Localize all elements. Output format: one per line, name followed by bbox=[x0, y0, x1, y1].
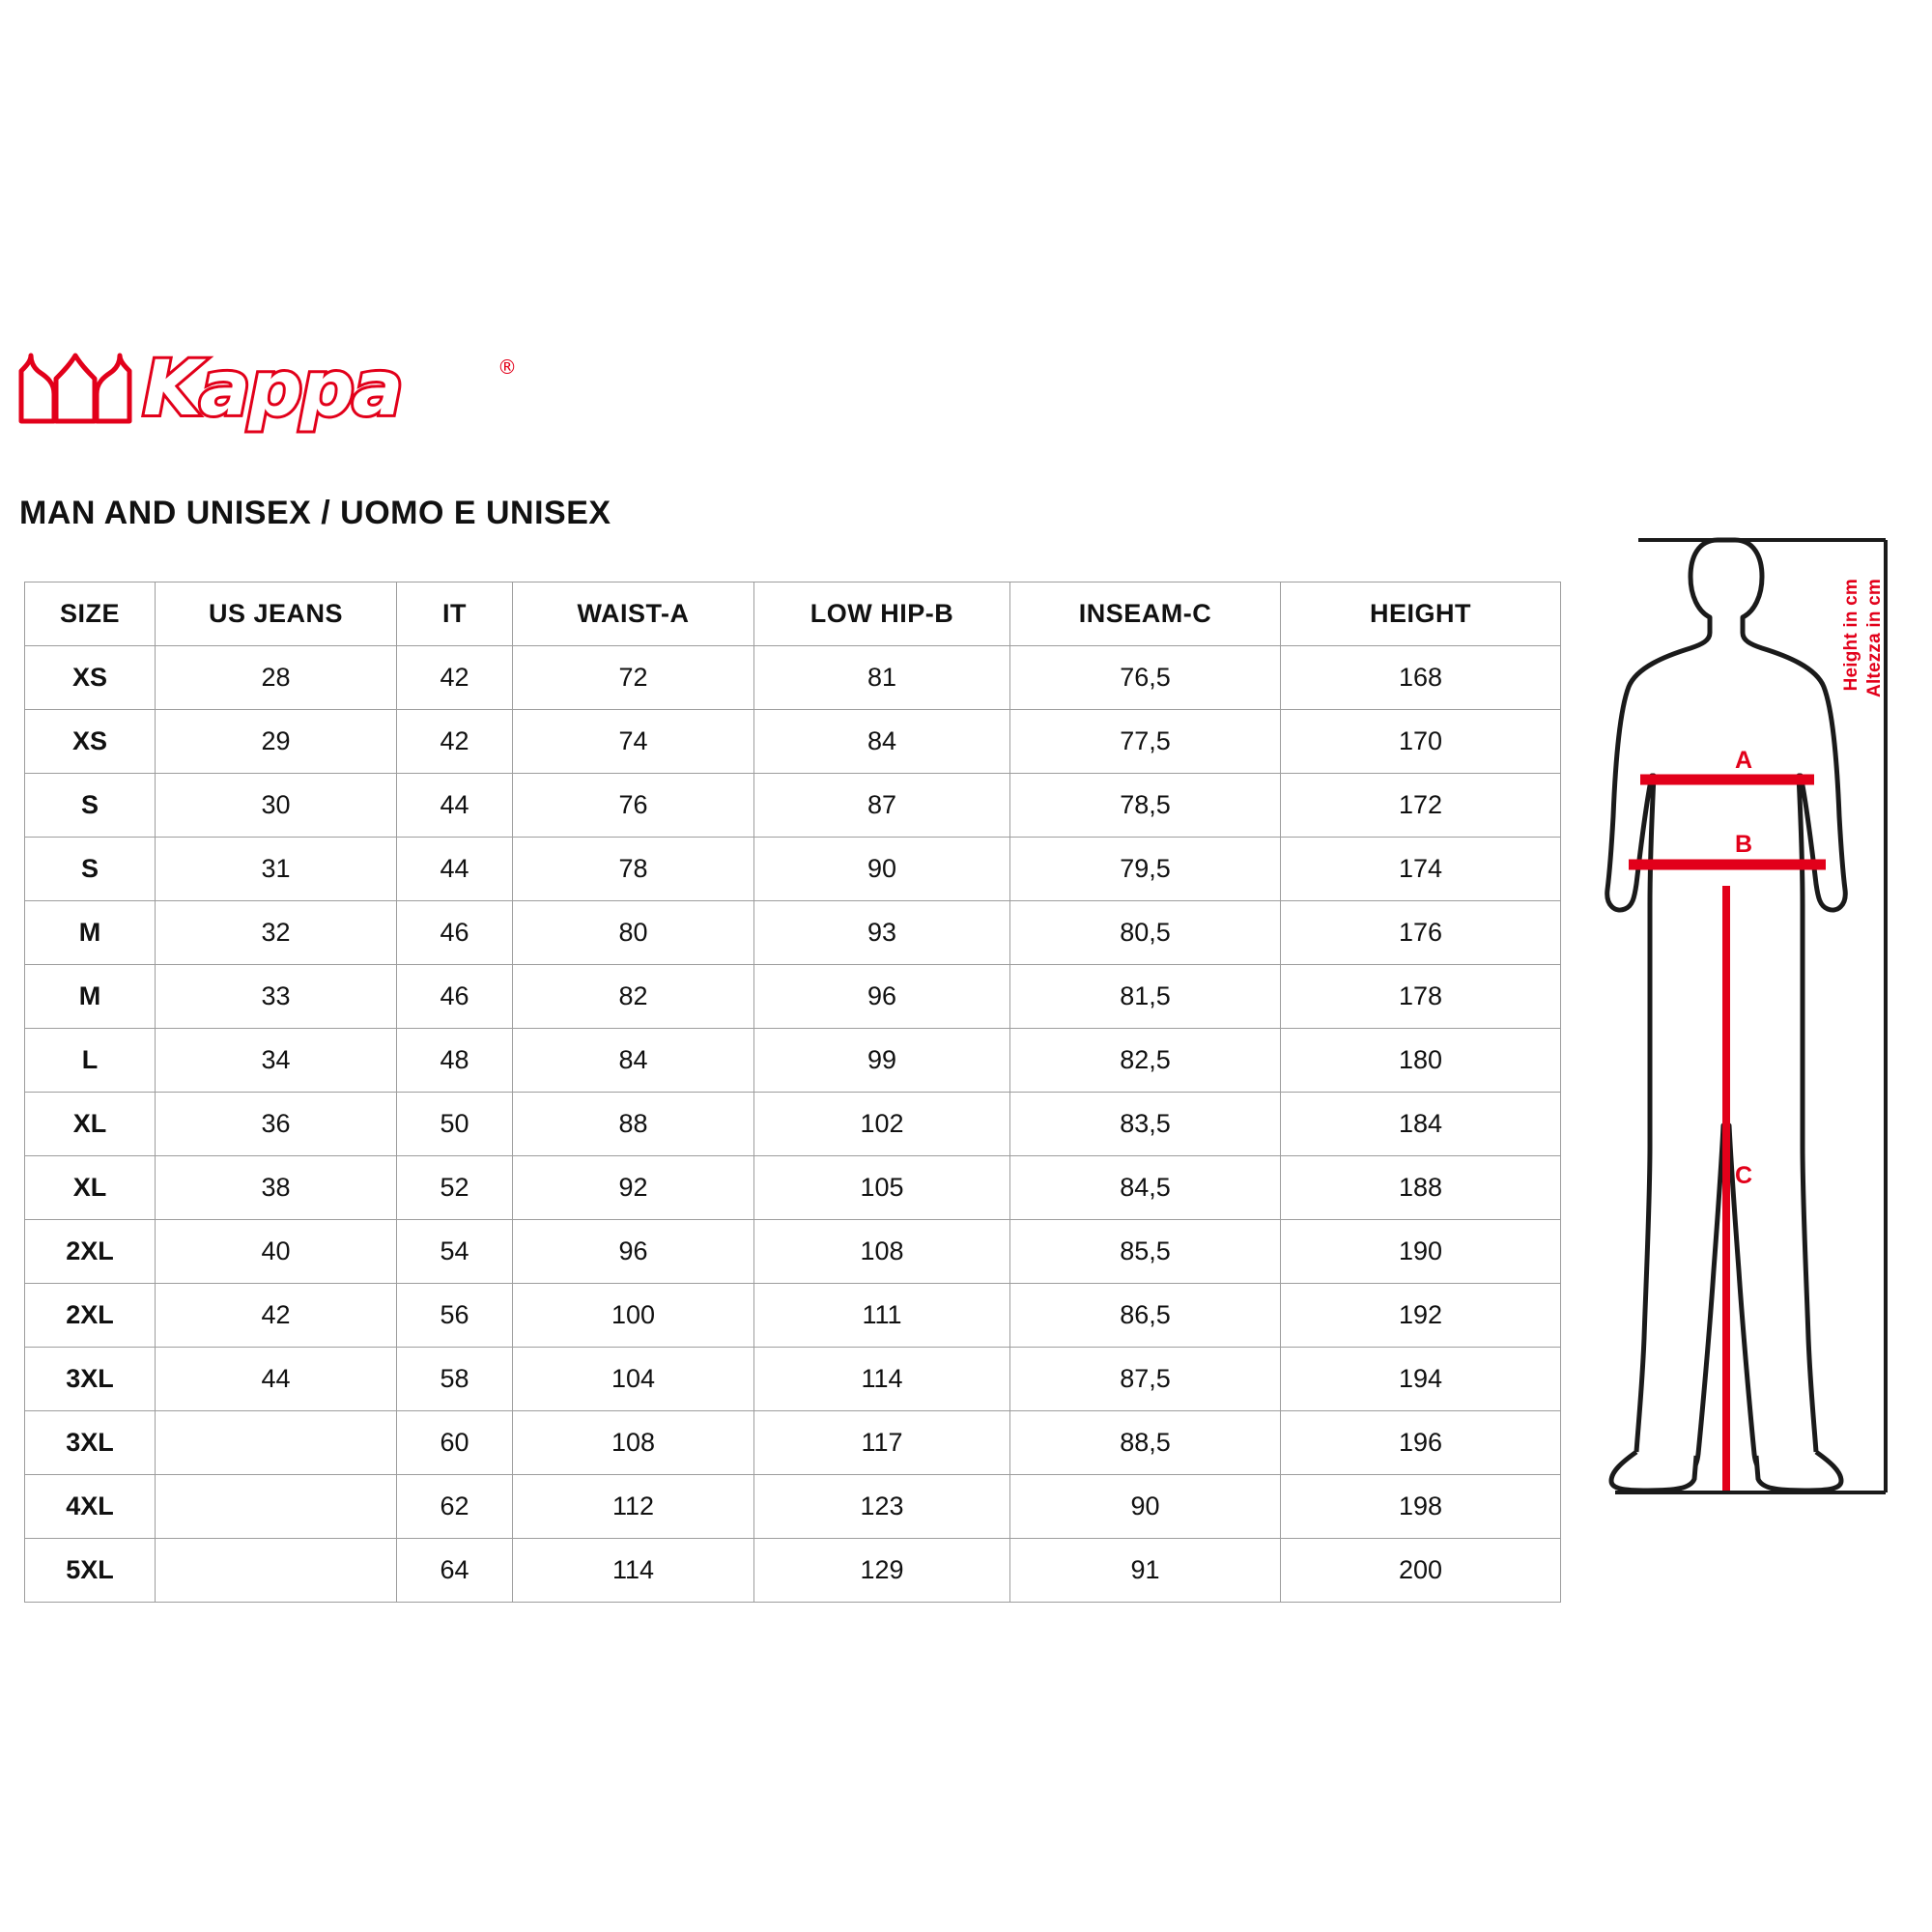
cell-it: 42 bbox=[397, 646, 513, 710]
cell-low-hip: 90 bbox=[754, 838, 1010, 901]
table-row bbox=[25, 1156, 1561, 1220]
cell-waist: 96 bbox=[513, 1220, 754, 1284]
cell-us-jeans: 36 bbox=[156, 1093, 397, 1156]
cell-inseam: 78,5 bbox=[1010, 774, 1281, 838]
marker-low-hip-b: B bbox=[1735, 831, 1753, 858]
cell-low-hip: 117 bbox=[754, 1411, 1010, 1475]
cell-us-jeans: 44 bbox=[156, 1348, 397, 1411]
cell-waist: 100 bbox=[513, 1284, 754, 1348]
cell-low-hip: 81 bbox=[754, 646, 1010, 710]
cell-it: 44 bbox=[397, 838, 513, 901]
cell-low-hip: 102 bbox=[754, 1093, 1010, 1156]
cell-us-jeans: 34 bbox=[156, 1029, 397, 1093]
cell-us-jeans: 32 bbox=[156, 901, 397, 965]
cell-low-hip: 99 bbox=[754, 1029, 1010, 1093]
cell-it: 58 bbox=[397, 1348, 513, 1411]
cell-height: 190 bbox=[1281, 1220, 1561, 1284]
cell-it: 64 bbox=[397, 1539, 513, 1603]
cell-us-jeans: 38 bbox=[156, 1156, 397, 1220]
cell-it: 60 bbox=[397, 1411, 513, 1475]
table-row bbox=[25, 838, 1561, 901]
cell-inseam: 79,5 bbox=[1010, 838, 1281, 901]
column-header-inseam-c: INSEAM-C bbox=[1010, 582, 1281, 646]
cell-it: 46 bbox=[397, 965, 513, 1029]
table-row bbox=[25, 1093, 1561, 1156]
cell-low-hip: 96 bbox=[754, 965, 1010, 1029]
cell-waist: 74 bbox=[513, 710, 754, 774]
size-table bbox=[24, 582, 1561, 1603]
column-header-it: IT bbox=[397, 582, 513, 646]
cell-waist: 114 bbox=[513, 1539, 754, 1603]
cell-inseam: 83,5 bbox=[1010, 1093, 1281, 1156]
height-axis-label bbox=[1839, 579, 1897, 791]
cell-us-jeans bbox=[156, 1411, 397, 1475]
cell-size: S bbox=[25, 774, 156, 838]
table-row bbox=[25, 1220, 1561, 1284]
cell-size: 4XL bbox=[25, 1475, 156, 1539]
cell-inseam: 81,5 bbox=[1010, 965, 1281, 1029]
cell-waist: 104 bbox=[513, 1348, 754, 1411]
cell-inseam: 80,5 bbox=[1010, 901, 1281, 965]
cell-us-jeans: 33 bbox=[156, 965, 397, 1029]
cell-low-hip: 123 bbox=[754, 1475, 1010, 1539]
table-row bbox=[25, 901, 1561, 965]
cell-us-jeans: 30 bbox=[156, 774, 397, 838]
cell-it: 54 bbox=[397, 1220, 513, 1284]
brand-wordmark: Kappa bbox=[143, 346, 402, 433]
cell-inseam: 82,5 bbox=[1010, 1029, 1281, 1093]
kappa-omini-icon bbox=[17, 350, 133, 427]
kappa-logo bbox=[17, 346, 539, 437]
column-header-height: HEIGHT bbox=[1281, 582, 1561, 646]
cell-inseam: 91 bbox=[1010, 1539, 1281, 1603]
table-header-row bbox=[25, 582, 1561, 646]
marker-inseam-c: C bbox=[1735, 1162, 1753, 1189]
cell-inseam: 86,5 bbox=[1010, 1284, 1281, 1348]
cell-size: 3XL bbox=[25, 1348, 156, 1411]
cell-waist: 108 bbox=[513, 1411, 754, 1475]
cell-us-jeans: 42 bbox=[156, 1284, 397, 1348]
table-row bbox=[25, 710, 1561, 774]
table-row bbox=[25, 774, 1561, 838]
column-header-us-jeans: US JEANS bbox=[156, 582, 397, 646]
cell-waist: 112 bbox=[513, 1475, 754, 1539]
table-row bbox=[25, 1475, 1561, 1539]
cell-waist: 76 bbox=[513, 774, 754, 838]
cell-waist: 92 bbox=[513, 1156, 754, 1220]
table-row bbox=[25, 1348, 1561, 1411]
cell-it: 62 bbox=[397, 1475, 513, 1539]
cell-low-hip: 84 bbox=[754, 710, 1010, 774]
cell-it: 48 bbox=[397, 1029, 513, 1093]
cell-size: S bbox=[25, 838, 156, 901]
cell-it: 46 bbox=[397, 901, 513, 965]
column-header-waist-a: WAIST-A bbox=[513, 582, 754, 646]
cell-us-jeans: 28 bbox=[156, 646, 397, 710]
cell-inseam: 85,5 bbox=[1010, 1220, 1281, 1284]
cell-height: 174 bbox=[1281, 838, 1561, 901]
cell-size: XL bbox=[25, 1093, 156, 1156]
cell-inseam: 87,5 bbox=[1010, 1348, 1281, 1411]
cell-size: 2XL bbox=[25, 1284, 156, 1348]
registered-mark: ® bbox=[497, 355, 517, 379]
cell-low-hip: 114 bbox=[754, 1348, 1010, 1411]
table-row bbox=[25, 1284, 1561, 1348]
cell-height: 172 bbox=[1281, 774, 1561, 838]
column-header-size: SIZE bbox=[25, 582, 156, 646]
measurement-figure bbox=[1594, 526, 1903, 1570]
table-row bbox=[25, 965, 1561, 1029]
table-body bbox=[25, 646, 1561, 1603]
cell-height: 198 bbox=[1281, 1475, 1561, 1539]
cell-low-hip: 129 bbox=[754, 1539, 1010, 1603]
cell-us-jeans bbox=[156, 1475, 397, 1539]
height-label-en: Height in cm bbox=[1841, 579, 1861, 692]
cell-size: M bbox=[25, 965, 156, 1029]
cell-height: 194 bbox=[1281, 1348, 1561, 1411]
cell-inseam: 90 bbox=[1010, 1475, 1281, 1539]
marker-waist-a: A bbox=[1735, 747, 1753, 774]
cell-size: XS bbox=[25, 646, 156, 710]
height-label-it: Altezza in cm bbox=[1864, 579, 1885, 697]
cell-it: 42 bbox=[397, 710, 513, 774]
cell-size: 3XL bbox=[25, 1411, 156, 1475]
cell-size: M bbox=[25, 901, 156, 965]
cell-waist: 72 bbox=[513, 646, 754, 710]
cell-waist: 88 bbox=[513, 1093, 754, 1156]
cell-height: 170 bbox=[1281, 710, 1561, 774]
table-row bbox=[25, 646, 1561, 710]
cell-size: 5XL bbox=[25, 1539, 156, 1603]
cell-inseam: 88,5 bbox=[1010, 1411, 1281, 1475]
cell-size: 2XL bbox=[25, 1220, 156, 1284]
cell-waist: 78 bbox=[513, 838, 754, 901]
cell-inseam: 76,5 bbox=[1010, 646, 1281, 710]
cell-inseam: 77,5 bbox=[1010, 710, 1281, 774]
table-row bbox=[25, 1539, 1561, 1603]
cell-height: 178 bbox=[1281, 965, 1561, 1029]
cell-height: 184 bbox=[1281, 1093, 1561, 1156]
cell-height: 188 bbox=[1281, 1156, 1561, 1220]
cell-us-jeans: 40 bbox=[156, 1220, 397, 1284]
cell-us-jeans: 29 bbox=[156, 710, 397, 774]
cell-size: L bbox=[25, 1029, 156, 1093]
cell-size: XL bbox=[25, 1156, 156, 1220]
cell-waist: 80 bbox=[513, 901, 754, 965]
cell-it: 44 bbox=[397, 774, 513, 838]
cell-waist: 82 bbox=[513, 965, 754, 1029]
table-row bbox=[25, 1411, 1561, 1475]
cell-height: 176 bbox=[1281, 901, 1561, 965]
table-row bbox=[25, 1029, 1561, 1093]
cell-low-hip: 87 bbox=[754, 774, 1010, 838]
cell-it: 56 bbox=[397, 1284, 513, 1348]
cell-us-jeans: 31 bbox=[156, 838, 397, 901]
cell-height: 196 bbox=[1281, 1411, 1561, 1475]
cell-height: 180 bbox=[1281, 1029, 1561, 1093]
cell-low-hip: 111 bbox=[754, 1284, 1010, 1348]
cell-height: 192 bbox=[1281, 1284, 1561, 1348]
cell-height: 168 bbox=[1281, 646, 1561, 710]
cell-us-jeans bbox=[156, 1539, 397, 1603]
cell-it: 50 bbox=[397, 1093, 513, 1156]
column-header-low-hip-b: LOW HIP-B bbox=[754, 582, 1010, 646]
cell-height: 200 bbox=[1281, 1539, 1561, 1603]
cell-waist: 84 bbox=[513, 1029, 754, 1093]
cell-it: 52 bbox=[397, 1156, 513, 1220]
cell-low-hip: 108 bbox=[754, 1220, 1010, 1284]
cell-inseam: 84,5 bbox=[1010, 1156, 1281, 1220]
cell-low-hip: 105 bbox=[754, 1156, 1010, 1220]
cell-low-hip: 93 bbox=[754, 901, 1010, 965]
page-title: MAN AND UNISEX / UOMO E UNISEX bbox=[19, 495, 611, 531]
cell-size: XS bbox=[25, 710, 156, 774]
